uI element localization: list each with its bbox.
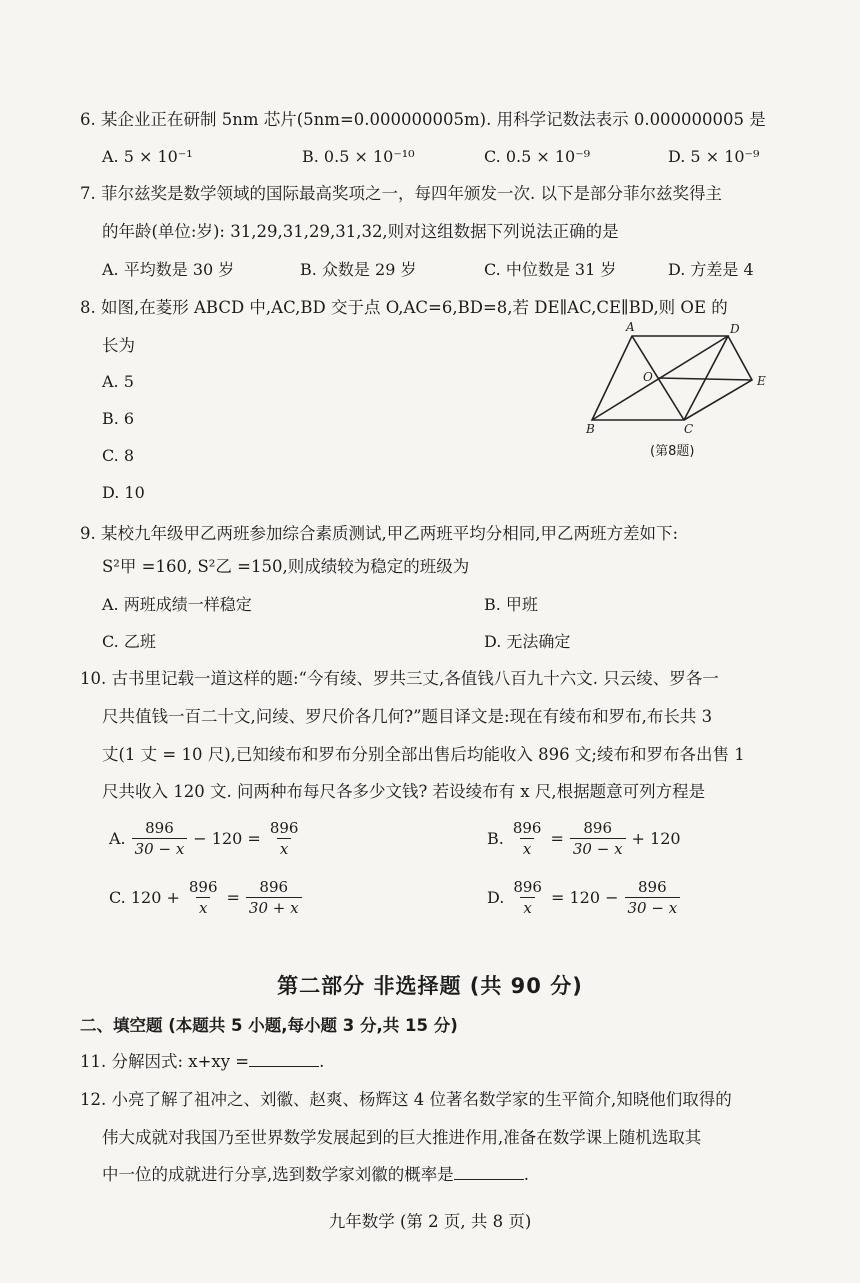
q10-stem-4: 尺共收入 120 文. 问两种布每尺各多少文钱? 若设绫布有 x 尺,根据题意可列方程是 xyxy=(102,782,706,801)
q8-option-d: D. 10 xyxy=(102,483,145,502)
label-d: D xyxy=(730,322,740,336)
segment-oe xyxy=(658,378,752,380)
q10-b-num-2: 896 xyxy=(583,819,613,837)
label-o: O xyxy=(643,370,653,384)
q8-figure-caption: (第8题) xyxy=(650,444,695,459)
part-two-title: 第二部分 非选择题 (共 90 分) xyxy=(277,974,583,998)
q10-c-frac-2 xyxy=(246,877,302,918)
q6-option-d: D. 5 × 10⁻⁹ xyxy=(668,147,760,166)
q10-b-den-1: x xyxy=(520,838,534,859)
q7-option-b: B. 众数是 29 岁 xyxy=(300,260,417,279)
q10-stem-2: 尺共值钱一百二十文,问绫、罗尺价各几何?”题目译文是:现在有绫布和罗布,布长共 3 xyxy=(102,707,713,726)
q7-option-d: D. 方差是 4 xyxy=(668,260,754,279)
q10-b-tail: + 120 xyxy=(631,829,681,848)
q10-c-den-2: 30 + x xyxy=(246,897,302,918)
q10-a-label: A. xyxy=(109,829,126,848)
q7-option-a: A. 平均数是 30 岁 xyxy=(102,260,235,279)
q10-c-num-2: 896 xyxy=(259,878,289,896)
q10-a-den-2: x xyxy=(277,838,291,859)
q10-d-frac-2 xyxy=(625,877,681,918)
q10-b-mid: = xyxy=(550,829,564,848)
q11-answer-blank[interactable] xyxy=(249,1050,319,1067)
q10-a-mid: − 120 = xyxy=(193,829,261,848)
q12-stem-2: 伟大成就对我国乃至世界数学发展起到的巨大推进作用,准备在数学课上随机选取其 xyxy=(102,1128,702,1147)
q10-d-mid: = 120 − xyxy=(550,888,619,907)
q10-d-den-1: x xyxy=(520,897,534,918)
q10-a-frac-1 xyxy=(132,818,188,859)
fill-in-section-title: 二、填空题 (本题共 5 小题,每小题 3 分,共 15 分) xyxy=(80,1016,458,1035)
q8-rhombus-figure xyxy=(580,318,780,438)
q8-option-b: B. 6 xyxy=(102,409,135,428)
q10-c-den-1: x xyxy=(196,897,210,918)
q11-end: . xyxy=(319,1052,325,1071)
q7-stem-1: 7. 菲尔兹奖是数学领域的国际最高奖项之一，每四年颁发一次. 以下是部分菲尔兹奖得主 xyxy=(80,184,722,203)
label-b: B xyxy=(586,422,595,436)
q10-a-num-1: 896 xyxy=(145,819,174,837)
q10-stem-3: 丈(1 丈 = 10 尺),已知绫布和罗布分别全部出售后均能收入 896 文;绫布和罗布各出售 1 xyxy=(102,745,745,764)
q9-option-b: B. 甲班 xyxy=(484,595,538,614)
q7-option-c: C. 中位数是 31 岁 xyxy=(484,260,617,279)
label-c: C xyxy=(684,422,694,436)
q10-option-b xyxy=(484,818,684,859)
page-footer: 九年数学 (第 2 页, 共 8 页) xyxy=(328,1212,532,1231)
q10-d-den-2: 30 − x xyxy=(625,897,681,918)
q10-b-num-1: 896 xyxy=(512,819,542,837)
q12-end: . xyxy=(523,1165,529,1184)
q8-stem-2: 长为 xyxy=(102,336,135,355)
q12-stem-1: 12. 小亮了解了祖冲之、刘徽、赵爽、杨辉这 4 位著名数学家的生平简介,知晓他们取得的 xyxy=(80,1090,732,1109)
q9-stem-1: 9. 某校九年级甲乙两班参加综合素质测试,甲乙两班平均分相同,甲乙两班方差如下: xyxy=(80,524,679,543)
q10-b-frac-2 xyxy=(570,818,626,859)
q11-text: 11. 分解因式: x+xy = xyxy=(80,1052,250,1071)
q9-option-d: D. 无法确定 xyxy=(484,632,571,651)
q8-option-c: C. 8 xyxy=(102,446,135,465)
q10-option-a xyxy=(106,818,304,859)
q10-b-den-2: 30 − x xyxy=(570,838,626,859)
q10-stem-1: 10. 古书里记载一道这样的题:“今有绫、罗共三丈,各值钱八百九十六文. 只云绫、罗各一 xyxy=(80,669,719,688)
q10-d-num-1: 896 xyxy=(513,878,542,896)
label-a: A xyxy=(626,320,635,334)
q12-stem-3 xyxy=(102,1163,529,1187)
q12-text: 中一位的成就进行分享,选到数学家刘徽的概率是 xyxy=(102,1165,454,1184)
q10-d-frac-1 xyxy=(510,877,545,918)
q10-d-num-2: 896 xyxy=(638,878,667,896)
q11-stem xyxy=(80,1050,324,1074)
q12-answer-blank[interactable] xyxy=(454,1163,524,1180)
q7-stem-2: 的年龄(单位:岁): 31,29,31,29,31,32,则对这组数据下列说法正确的是 xyxy=(102,222,619,241)
q10-option-d xyxy=(484,877,683,918)
q6-option-a: A. 5 × 10⁻¹ xyxy=(102,147,193,166)
label-e: E xyxy=(757,374,766,388)
q9-stem-2: S²甲 =160, S²乙 =150,则成绩较为稳定的班级为 xyxy=(102,557,470,576)
q10-c-num-1: 896 xyxy=(188,878,218,896)
q9-option-a: A. 两班成绩一样稳定 xyxy=(102,595,252,614)
q10-a-frac-2 xyxy=(267,818,302,859)
q10-a-num-2: 896 xyxy=(269,819,299,837)
q10-option-c xyxy=(106,877,305,918)
q6-option-c: C. 0.5 × 10⁻⁹ xyxy=(484,147,591,166)
q10-c-label: C. 120 + xyxy=(109,888,180,907)
q9-option-c: C. 乙班 xyxy=(102,632,156,651)
q10-d-label: D. xyxy=(487,888,505,907)
q10-a-den-1: 30 − x xyxy=(132,838,188,859)
q10-c-mid: = xyxy=(226,888,240,907)
q6-stem: 6. 某企业正在研制 5nm 芯片(5nm=0.000000005m). 用科学记数法表示 0.000000005 是 xyxy=(80,110,766,129)
q8-option-a: A. 5 xyxy=(102,372,134,391)
q10-b-label: B. xyxy=(487,829,504,848)
q8-stem-1: 8. 如图,在菱形 ABCD 中,AC,BD 交于点 O,AC=6,BD=8,若 DE∥AC,CE∥BD,则 OE 的 xyxy=(80,298,728,317)
q6-option-b: B. 0.5 × 10⁻¹⁰ xyxy=(302,147,415,166)
q10-b-frac-1 xyxy=(510,818,545,859)
q10-c-frac-1 xyxy=(186,877,221,918)
